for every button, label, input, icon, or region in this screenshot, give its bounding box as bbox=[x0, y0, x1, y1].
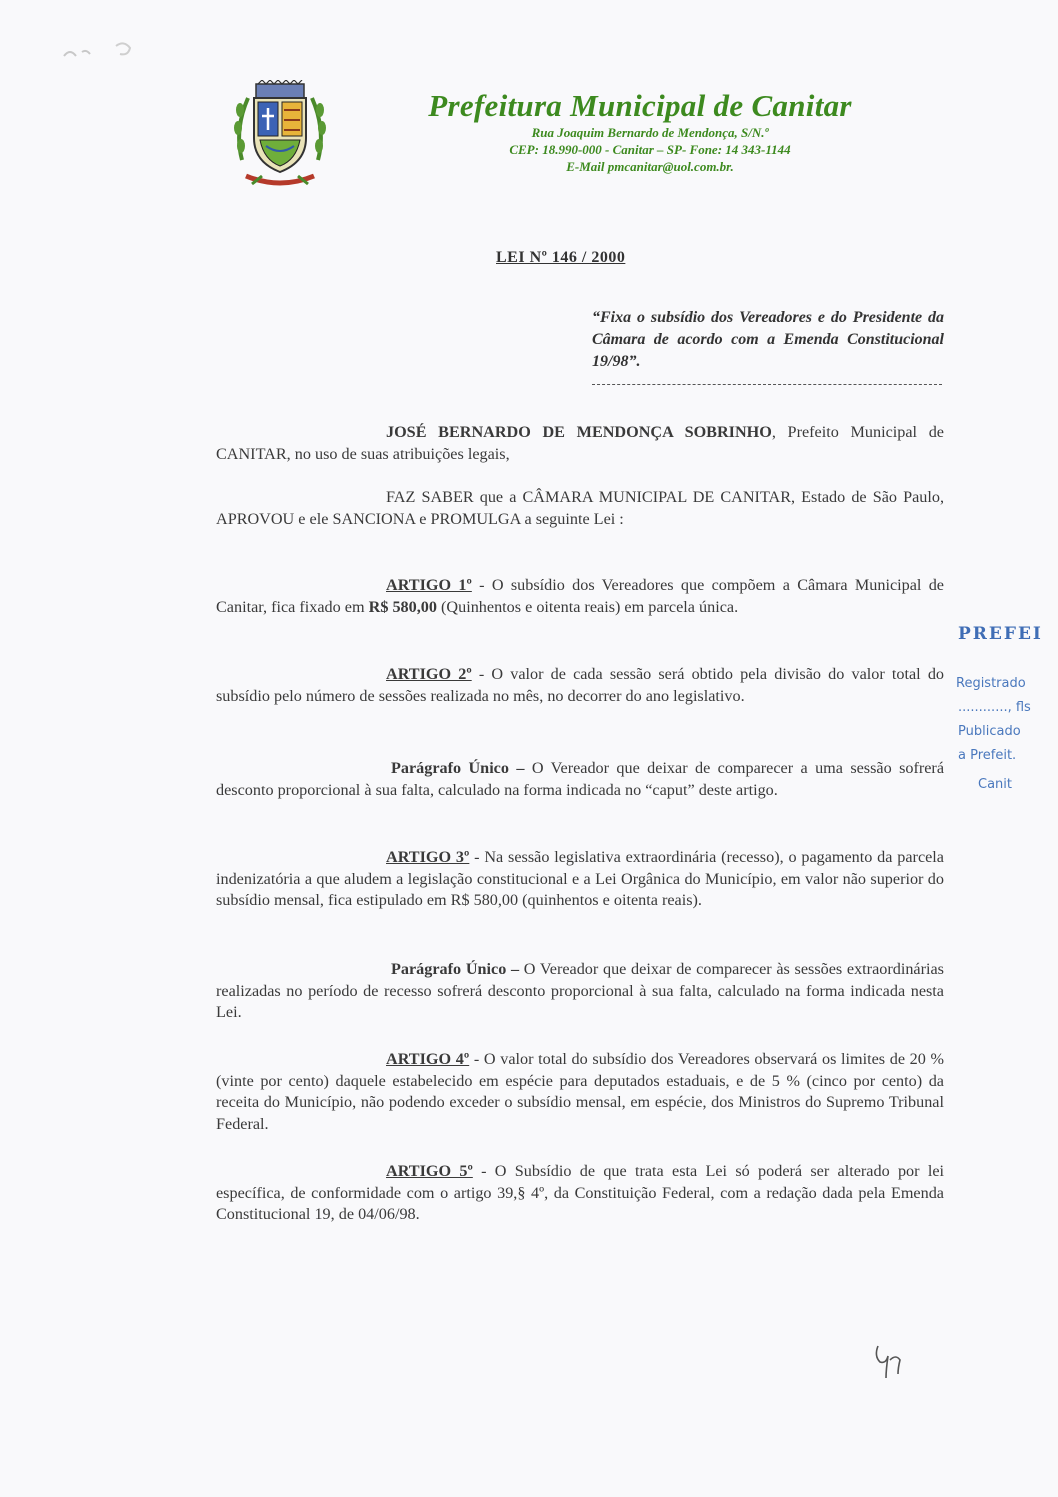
mayor-name: JOSÉ BERNARDO DE MENDONÇA SOBRINHO bbox=[386, 423, 772, 441]
scan-artifact-mark bbox=[58, 34, 148, 74]
stamp-registered: Registrado bbox=[956, 676, 1026, 691]
stamp-prefecture: a Prefeit. bbox=[958, 748, 1017, 763]
article-3-text: - Na sessão legislativa extraordinária (recesso), o pagamento da parcela indenizatória a que aludem a legislação constitucional e a Lei Orgânica do Município, em valor não superior do subsídio mensal, fica estipulado em R$ 580,00 (quinhentos e oitenta reais). bbox=[216, 848, 944, 909]
proclamation-paragraph bbox=[216, 487, 944, 530]
mayor-title-text: , Prefeito Municipal de CANITAR, no uso de suas atribuições legais, bbox=[216, 423, 944, 463]
letterhead bbox=[340, 88, 920, 175]
stamp-title: PREFEI bbox=[958, 624, 1043, 644]
article-1-text-end: (Quinhentos e oitenta reais) em parcela única. bbox=[436, 597, 739, 616]
article-5 bbox=[216, 1161, 944, 1226]
article-1 bbox=[216, 575, 944, 618]
article-3-label: ARTIGO 3º bbox=[386, 848, 470, 866]
article-3-paragraph-label: Parágrafo Único – bbox=[391, 960, 520, 978]
article-2-paragraph-label: Parágrafo Único – bbox=[391, 759, 525, 777]
stamp-pages: ............, fls bbox=[958, 700, 1031, 715]
registration-stamp bbox=[950, 612, 1058, 842]
letterhead-title: Prefeitura Municipal de Canitar bbox=[428, 88, 852, 123]
article-3-paragraph bbox=[216, 959, 944, 1024]
article-2-paragraph-text: O Vereador que deixar de comparecer a uma sessão sofrerá desconto proporcional à sua falta, calculado na forma indicada no “caput” deste artigo. bbox=[216, 759, 945, 799]
stamp-published: Publicado bbox=[958, 724, 1021, 739]
article-1-label: ARTIGO 1º bbox=[386, 576, 472, 594]
preamble-paragraph bbox=[216, 422, 944, 465]
letterhead-email: E-Mail pmcanitar@uol.com.br. bbox=[566, 159, 734, 174]
article-1-amount: R$ 580,00 bbox=[368, 597, 437, 616]
article-5-label: ARTIGO 5º bbox=[386, 1162, 473, 1180]
letterhead-address: Rua Joaquim Bernardo de Mendonça, S/N.º bbox=[531, 125, 769, 140]
article-2-text: - O valor de cada sessão será obtido pela divisão do valor total do subsídio pelo número de sessões realizada no mês, no decorrer do ano legislativo. bbox=[216, 665, 945, 705]
stamp-city: Canit bbox=[978, 777, 1012, 792]
summary-divider bbox=[592, 384, 942, 385]
letterhead-cep-phone: CEP: 18.990-000 - Canitar – SP- Fone: 14 343-1144 bbox=[509, 142, 791, 157]
article-4-text: - O valor total do subsídio dos Vereadores observará os limites de 20 % (vinte por cento) daquele estabelecido em espécie para deputados estaduais, e de 5 % (cinco por cento) da receita do Município, não podendo exceder o subsídio mensal, em espécie, dos Ministros do Supremo Tribunal Federal. bbox=[216, 1050, 944, 1133]
law-number-heading: LEI Nº 146 / 2000 bbox=[496, 249, 626, 266]
article-3 bbox=[216, 847, 944, 912]
handwritten-initials bbox=[868, 1340, 918, 1380]
article-2 bbox=[216, 664, 944, 707]
article-2-paragraph bbox=[216, 758, 944, 801]
law-summary: “Fixa o subsídio dos Vereadores e do Presidente da Câmara de acordo com a Emenda Constitucional 19/98”. bbox=[592, 309, 944, 370]
article-5-text: - O Subsídio de que trata esta Lei só poderá ser alterado por lei específica, de conformidade com o artigo 39,§ 4º, da Constituição Federal, com a redação dada pela Emenda Constitucional 19, de 04/06/98. bbox=[216, 1162, 945, 1223]
article-2-label: ARTIGO 2º bbox=[386, 665, 472, 683]
article-4-label: ARTIGO 4º bbox=[386, 1050, 470, 1068]
article-4 bbox=[216, 1049, 944, 1135]
article-1-text: - O subsídio dos Vereadores que compõem a Câmara Municipal de Canitar, fica fixado em bbox=[216, 576, 944, 616]
proclamation-text: FAZ SABER que a CÂMARA MUNICIPAL DE CANITAR, Estado de São Paulo, APROVOU e ele SANCIONA e PROMULGA a seguinte Lei : bbox=[216, 488, 944, 528]
municipal-crest-logo bbox=[232, 80, 328, 192]
article-3-paragraph-text: O Vereador que deixar de comparecer às sessões extraordinárias realizadas no período de recesso sofrerá desconto proporcional à sua falta, calculado na forma indicada nesta Lei. bbox=[216, 960, 944, 1021]
